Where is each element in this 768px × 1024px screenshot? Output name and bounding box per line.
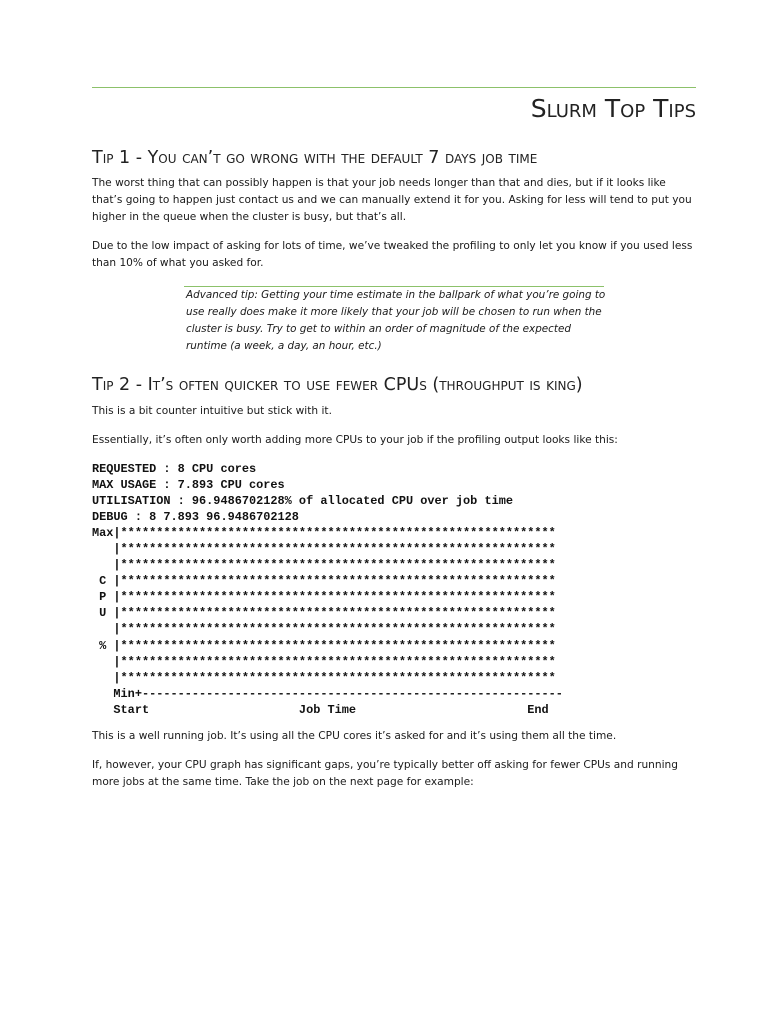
cpu-graph-row: U |************************************************************* [92, 606, 556, 621]
cpu-graph-row: |************************************************************* [92, 622, 556, 637]
tip1-paragraph-2: Due to the low impact of asking for lots of time, we’ve tweaked the profiling to only let you know if you used less than 10% of what you asked for. [92, 240, 693, 269]
advanced-tip: Advanced tip: Getting your time estimate in the ballpark of what you’re going to use really does make it more likely that your job will be chosen to run when the cluster is busy. Try to get to within an order of magnitude of the expected runtime (a week, a day, an hour, etc.) [186, 289, 606, 352]
profile-line: DEBUG : 8 7.893 96.9486702128 [92, 510, 299, 525]
profile-output [92, 461, 563, 718]
cpu-graph-time-axis: Start Job Time End [92, 702, 549, 717]
cpu-graph-row: P |************************************************************* [92, 590, 556, 605]
profile-line: REQUESTED : 8 CPU cores [92, 462, 257, 476]
profile-line: UTILISATION : 96.9486702128% of allocated CPU over job time [92, 494, 513, 509]
tip2-paragraph-3: This is a well running job. It’s using all the CPU cores it’s asked for and it’s using them all the time. [92, 730, 617, 742]
tip2-heading: Tip 2 - It’s often quicker to use fewer CPUs (throughput is king) [92, 375, 583, 395]
tip2-paragraph-2: Essentially, it’s often only worth adding more CPUs to your job if the profiling output looks like this: [92, 434, 618, 446]
cpu-graph-row: Max|************************************************************* [92, 526, 556, 541]
cpu-graph-row: |************************************************************* [92, 670, 556, 685]
tip1-heading: Tip 1 - You can’t go wrong with the default 7 days job time [92, 148, 538, 168]
cpu-graph-row: |************************************************************* [92, 542, 556, 557]
tip2-paragraph-4: If, however, your CPU graph has significant gaps, you’re typically better off asking for fewer CPUs and running more jobs at the same time. Take the job on the next page for example: [92, 759, 678, 788]
document-title: Slurm Top Tips [530, 94, 696, 123]
profile-line: MAX USAGE : 7.893 CPU cores [92, 478, 285, 493]
cpu-graph-row: |************************************************************* [92, 558, 556, 573]
cpu-graph-row: % |************************************************************* [92, 638, 556, 653]
cpu-graph-row: |************************************************************* [92, 654, 556, 669]
tip2-paragraph-1: This is a bit counter intuitive but stick with it. [92, 405, 332, 417]
cpu-graph-axis: Min+----------------------------------------------------------- [92, 686, 563, 701]
cpu-graph-row: C |************************************************************* [92, 574, 556, 589]
tip1-paragraph-1: The worst thing that can possibly happen is that your job needs longer than that and dies, but if it looks like that’s going to happen just contact us and we can manually extend it for you. Asking for less will tend to put you higher in the queue when the cluster is busy, but that’s all. [92, 177, 692, 223]
header-rule [92, 87, 696, 88]
